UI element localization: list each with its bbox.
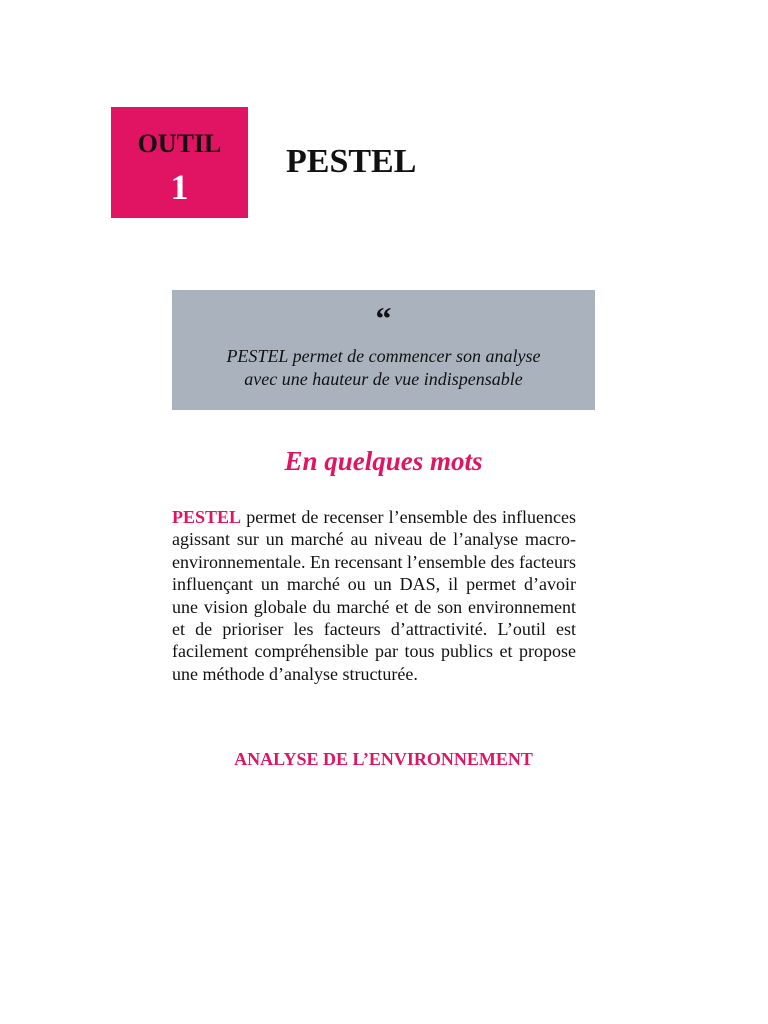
tool-label: OUTIL — [137, 129, 222, 158]
body-paragraph — [172, 506, 576, 685]
quote-box — [172, 290, 595, 410]
quote-mark-icon: “ — [375, 300, 392, 336]
page-title: PESTEL — [286, 143, 417, 180]
tool-badge — [111, 107, 248, 218]
subsection-heading: ANALYSE DE L’ENVIRONNEMENT — [234, 749, 533, 769]
body-lead-term: PESTEL — [172, 507, 242, 527]
tool-number: 1 — [170, 167, 189, 207]
body-text: permet de recenser l’ensemble des influences agissant sur un marché au niveau de l’analyse macro-environnementale. En recensant l’ensemble des facteurs influençant un marché ou un DAS, il permet d’avoir une vision globale du marché et de son environnement et de prioriser les facteurs d’attractivité. L’outil est facilement compréhensible par tous publics et propose une méthode d’analyse structurée. — [172, 507, 576, 684]
section-heading: En quelques mots — [284, 446, 483, 476]
quote-text — [172, 345, 595, 391]
quote-line-1: PESTEL permet de commencer son analyse — [226, 346, 541, 366]
quote-line-2: avec une hauteur de vue indispensable — [244, 369, 523, 389]
